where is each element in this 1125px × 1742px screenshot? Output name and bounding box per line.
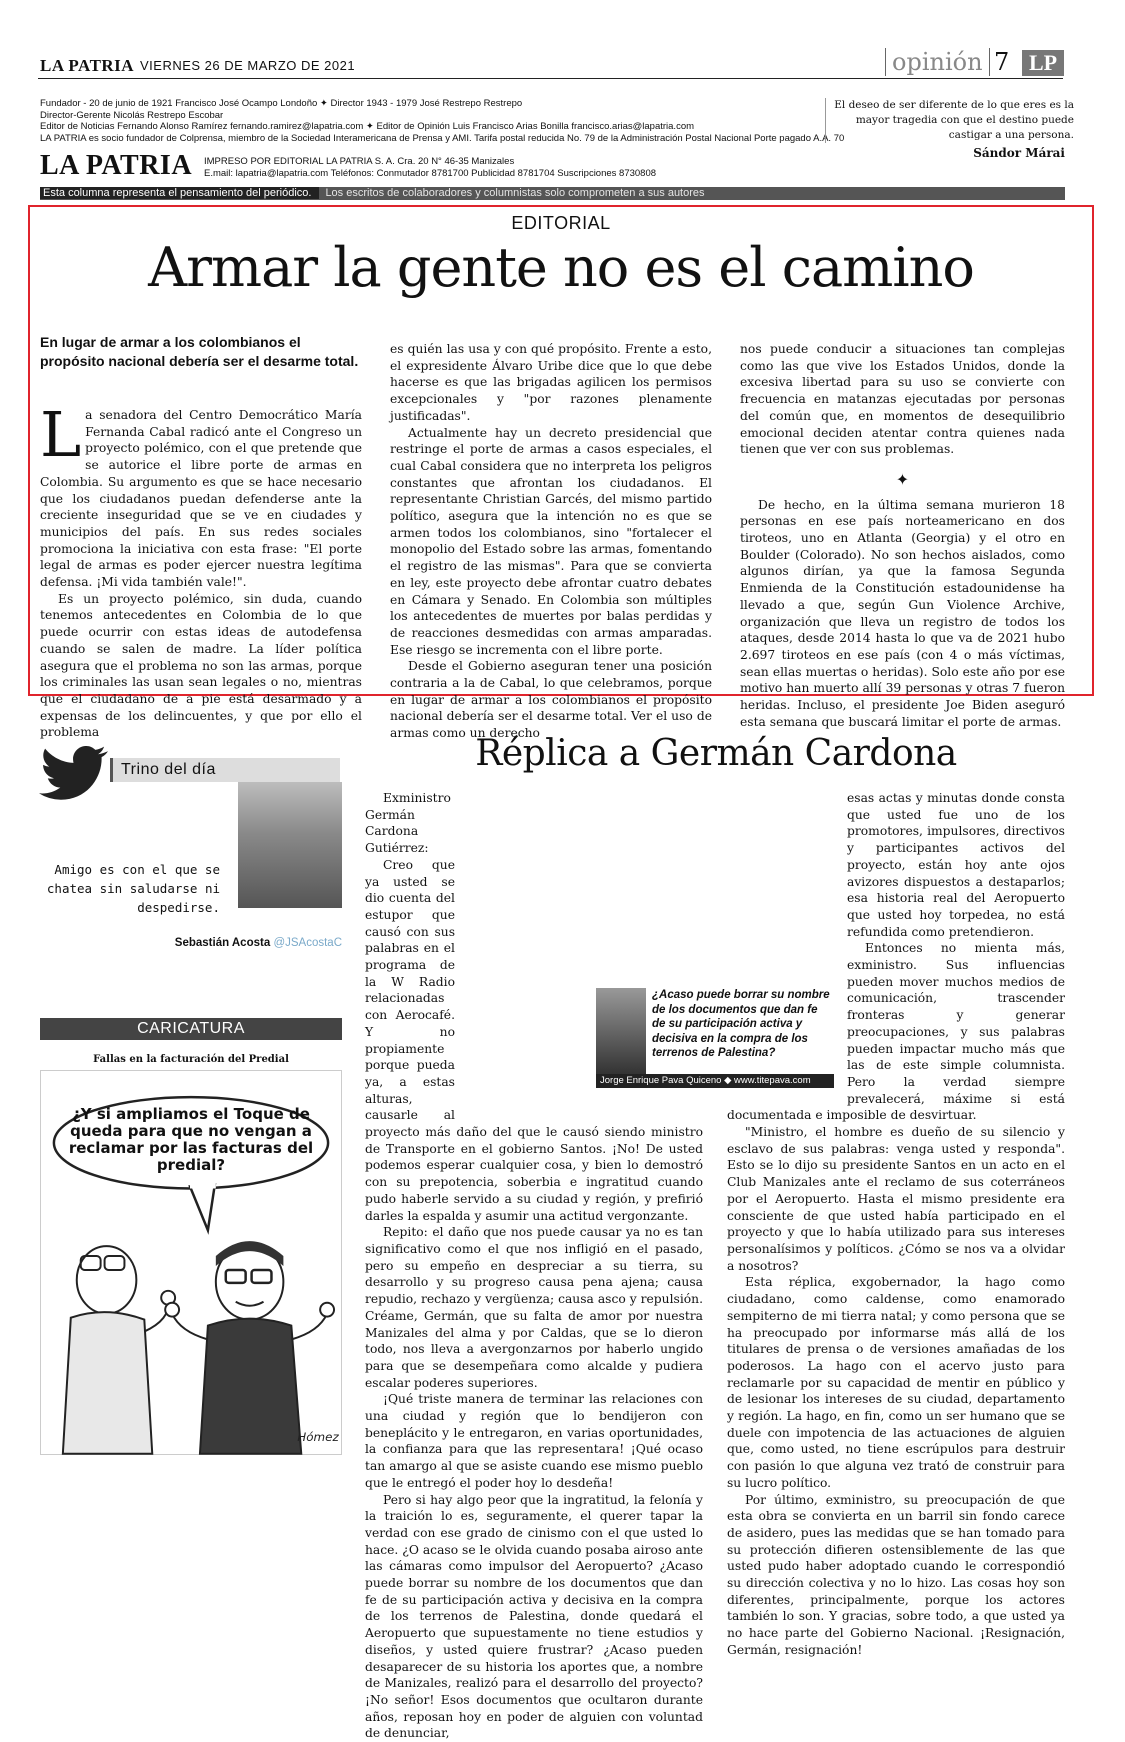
tweet-text: Amigo es con el que se chatea sin saludarse ni despedirse. [46, 862, 220, 915]
columnist-photo [596, 988, 646, 1074]
paragraph: nos puede conducir a situaciones tan complejas como las que vive los Estados Unidos, donde la excesiva libertad para su uso se convierte con frecuencia en matanzas ejecutadas por personas del común que, en momentos de desequilibrio emocional deciden atentar contra quienes nada tienen que ver con sus problemas. [740, 342, 1065, 457]
print-line: IMPRESO POR EDITORIAL LA PATRIA S. A. Cra. 20 N° 46-35 Manizales [204, 156, 515, 167]
paragraph: es quién las usa y con qué propósito. Frente a esto, el expresidente Álvaro Uribe dice que lo que debe hacerse es que las brigadas agilicen los permisos excepcionales y "por razones plenamente justificadas". [390, 342, 712, 423]
editorial-column-3 [740, 341, 1065, 729]
replica-title: Réplica a Germán Cardona [475, 733, 957, 774]
header-rule [38, 78, 1063, 79]
editorial-dek: En lugar de armar a los colombianos el propósito nacional debería ser el desarme total. [40, 334, 359, 369]
columnist-caption: Jorge Enrique Pava Quiceno ◆ www.titepava.com [596, 1074, 834, 1088]
tweet-author [40, 937, 342, 949]
paragraph: "Ministro, el hombre es dueño de su silencio y esclavo de sus palabras: venga usted y responda". Esto se lo dijo su presidente Santos en un acto en el Club Manizales ante el reclamo de sus coterráneos por el Aeropuerto. Hasta el mismo presidente era consciente de que usted había participado en el proyecto y que lo había utilizado para sus intereses personalísimos y políticos. ¿Cómo se nos va a olvidar a nosotros? [727, 1125, 1065, 1273]
paragraph: Pero si hay algo peor que la ingratitud, la felonía y la traición lo es, seguramente, el querer tapar la verdad con ese grado de cinismo con el que usted lo hace. ¿O acaso se le olvida cuando posaba airoso ante las cámaras como impulsor del Aeropuerto? ¿Acaso puede borrar su nombre de los documentos que dan fe de su participación activa y decisiva en la compra de los terrenos de Palestina, donde quedará el Aeropuerto que supuestamente no tiene estudios y diseños, y usted quiere frustrar? ¿Acaso pueden desaparecer de su historia los aportes que, a nombre de Manizales, realizó para el desarrollo del proyecto? ¡No señor! Esos documentos que ocultaron durante años, reposan hoy en poder de alguien con voluntad de denunciar, [365, 1492, 703, 1741]
paragraph: Es un proyecto polémico, sin duda, cuando tenemos antecedentes en Colombia de lo que puede ocurrir con estas ideas de autodefensa cuando se salen de madre. La líder política asegura que el problema no son las armas, porque los criminales las usan sean legales o no, mientras que el ciudadano de a pie está desarmado y a expensas de los delincuentes, y que por ello el problema [40, 591, 362, 740]
strip-right: Los escritos de colaboradores y columnistas solo comprometen a sus autores [325, 187, 705, 199]
quote-author: Sándor Márai [973, 146, 1065, 160]
separator-diamond: ✦ [895, 469, 910, 489]
lp-logo: LP [1022, 50, 1064, 76]
caricatura-label: CARICATURA [40, 1018, 342, 1040]
quote-of-day: El deseo de ser diferente de lo que eres es la mayor tragedia con que el destino puede castigar a una persona. [825, 98, 1074, 143]
header-logo: LA PATRIA [40, 56, 135, 75]
paragraph: Desde el Gobierno aseguran tener una posición contraria a la de Cabal, lo que celebramos, porque en lugar de armar a los colombianos el propósito nacional debería ser el desarme total. Ver el uso de armas como un derecho [390, 659, 712, 741]
trino-label: Trino del día [110, 758, 340, 782]
paragraph: Entonces no mienta más, exministro. Sus influencias pueden mover muchos medios de comunicación, trascender fronteras y generar preocupaciones, y sus palabras pueden impactar mucho más que las de este simple columnista. Pero la verdad siempre prevalecerá, máxime si está documentada e imposible de desvirtuar. [727, 941, 1065, 1123]
paragraph: Actualmente hay un decreto presidencial que restringe el porte de armas a casos especiales, el cual Cabal considera que no interpreta los peligros constantes que afrontan los ciudadanos. El representante Christian Garcés, del mismo partido político, asegura que la intención no es que se armen todos los colombianos, sino "fortalecer el monopolio del Estado sobre las armas, fomentando el registro de las mismas". Para que se convierta en ley, este proyecto debe afrontar cuatro debates en Cámara y Senado. En Colombia son múltiples los antecedentes de muertes por balas perdidas y de reacciones desmedidas con armas amparadas. Ese riesgo se incrementa con el libre porte. [390, 425, 712, 657]
editorial-column-1 [40, 398, 362, 740]
pull-quote-inset [596, 988, 834, 1088]
credits-line: Director-Gerente Nicolás Restrepo Escobar [40, 109, 224, 121]
staff-credits [40, 98, 845, 144]
paragraph: a senadora del Centro Democrático María Fernanda Cabal radicó ante el Congreso un proyecto polémico, con el que pretende que se autorice el libre porte de armas en Colombia. Su argumento es que se hace necesario que los ciudadanos puedan defenderse ante la creciente inseguridad que se ve en ciudades y municipios del país. En sus redes sociales promociona la iniciativa con esta frase: "El porte legal de armas es poder ejercer nuestra legítima defensa. ¡Mi vida también vale!". [40, 408, 362, 590]
editorial-label: EDITORIAL [511, 213, 611, 233]
editorial-title: Armar la gente no es el camino [148, 236, 974, 299]
tweet-author-name: Sebastián Acosta [174, 937, 271, 949]
paragraph: Esta réplica, exgobernador, la hago como ciudadano, como caldense, como enamorado sempiterno de mi tierra natal; y como persona que se ha preocupado por informarse más allá de los titulares de prensa o de versiones amañadas de los poderosos. La hago con el acervo justo para reclamarle por su capacidad de mentir en público y de lesionar los intereses de su ciudad, departamento y región. La hago, en fin, como un ser humano que se duele con impotencia de las actuaciones de alguien que, como usted, no tiene escrúpulos para destruir con pasión lo que alguna vez trató de construir para su lucro político. [727, 1275, 1065, 1490]
section-name: opinión [885, 48, 990, 76]
replica-column-2 [727, 790, 1065, 1657]
credits-line: Fundador - 20 de junio de 1921 Francisco José Ocampo Londoño ✦ Director 1943 - 1979 José Restrepo Restrepo [40, 98, 523, 109]
masthead-logo: LA PATRIA [40, 150, 193, 181]
print-info [204, 156, 656, 179]
paragraph: Por último, exministro, su preocupación de que esta obra se convierta en un barril sin fondo carece de asidero, pues las medidas que se han tomado para su protección difieren ostensiblemente de las que usted pudo haber adoptado cuando le correspondió su dirección colectiva y no lo hizo. Las cosas hoy son diferentes, principalmente, porque los actores también lo son. Y gracias, sobre todo, a que usted ya no hace parte del Gobierno Nacional. ¡Resignación, Germán, resignación! [727, 1492, 1065, 1657]
print-line: E.mail: lapatria@lapatria.com Teléfonos: Conmutador 8781700 Publicidad 8781704 Suscripciones 8730808 [204, 167, 657, 179]
paragraph: De hecho, en la última semana murieron 18 personas en ese país norteamericano en dos tiroteos, uno en Atlanta (Georgia) y el otro en Boulder (Colorado). No son hechos aislados, como algunos dirían, ya que la famosa Segunda Enmienda de la Constitución estadounidense ha llevado a que, según Gun Violence Archive, organización que lleva un registro de todos los ataques, desde 2014 hasta lo que va de 2021 hubo 2.697 tiroteos en ese país (con 4 o más víctimas, sean ellas muertas o heridas). Solo este año por ese motivo han muerto allí 39 personas y otras 7 fueron heridas. Incluso, el presidente Joe Biden aseguró esta semana que buscará limitar el porte de armas. [740, 497, 1065, 729]
cartoonist-signature: Hómez [297, 1429, 339, 1444]
paragraph: Repito: el daño que nos puede causar ya no es tan significativo como el que nos infligió en el pasado, pero su empeño en despreciar a su tierra, su desarrollo y su progreso causa pena ajena; causa repudio, rechazo y vergüenza; causa asco y repulsión. Créame, Germán, que su falta de amor por nuestra Manizales del alma y por Caldas, que se lo dieron todo, nos lleva a avergonzarnos por haberlo ungido para que se desempeñara como alcalde y pudiera escalar poderes superiores. [365, 1225, 703, 1390]
page-number: 7 [994, 48, 1010, 76]
disclaimer-strip [40, 187, 1065, 200]
cartoon-title: Fallas en la facturación del Predial [93, 1054, 289, 1065]
author-photo [238, 782, 342, 908]
credits-line: LA PATRIA es socio fundador de Colprensa, miembro de la Sociedad Interamericana de Prensa y AMI. Tarifa postal reducida No. 79 de la Administración Postal Nacional Porte pagado A.A. 70 [40, 132, 845, 144]
paragraph: Creo que ya usted se dio cuenta del estupor que causó con sus palabras en el programa de la W Radio relacionadas con Aerocafé. Y no propiamente porque pueda ya, a estas alturas, causarle al proyecto más daño del que le causó siendo ministro de Transporte en el gobierno Santos. ¡No! De usted podemos esperar cualquier cosa, y bien lo demostró con su prepotencia, soberbia e ingratitud cuando pudo haberle servido a su ciudad y región, y prefirió darles la espalda y asumir una actitud vergonzante. [365, 857, 703, 1223]
issue-date: VIERNES 26 DE MARZO DE 2021 [140, 58, 356, 73]
replica-column-1 [365, 790, 703, 1741]
paragraph: ¡Qué triste manera de terminar las relaciones con una ciudad y región que lo bendijeron con beneplácito y le entregaron, en varias oportunidades, la confianza para que las representara! ¡Qué ocaso tan amargo al que se asiste cuando ese mismo pueblo que le entregó el poder hoy lo desdeña! [365, 1392, 703, 1490]
cartoon-speech-bubble: ¿Y si ampliamos el Toque de queda para que no vengan a reclamar por las facturas del predial? [68, 1105, 314, 1174]
salutation: Exministro Germán Cardona Gutiérrez: [365, 791, 451, 856]
tweet-handle[interactable]: @JSAcostaC [273, 937, 342, 949]
paragraph: esas actas y minutas donde consta que usted fue uno de los promotores, impulsores, directivos y participantes activos del proyecto, están hoy ante ojos avizores dispuestos a destaparlos; esa historia real del Aeropuerto que usted hoy torpedea, no está refundida como pretendieron. [847, 791, 1065, 939]
twitter-bird-icon [38, 746, 108, 801]
strip-left: Esta columna representa el pensamiento del periódico. [40, 187, 319, 199]
credits-line: Editor de Noticias Fernando Alonso Ramírez fernando.ramirez@lapatria.com ✦ Editor de Opinión Luis Francisco Arias Bonilla francisco.arias@lapatria.com [40, 121, 695, 132]
drop-cap: L [40, 398, 82, 471]
editorial-column-2 [390, 341, 712, 741]
pull-quote-text: ¿Acaso puede borrar su nombre de los documentos que dan fe de su participación activa y decisiva en la compra de los terrenos de Palestina? [652, 989, 830, 1059]
